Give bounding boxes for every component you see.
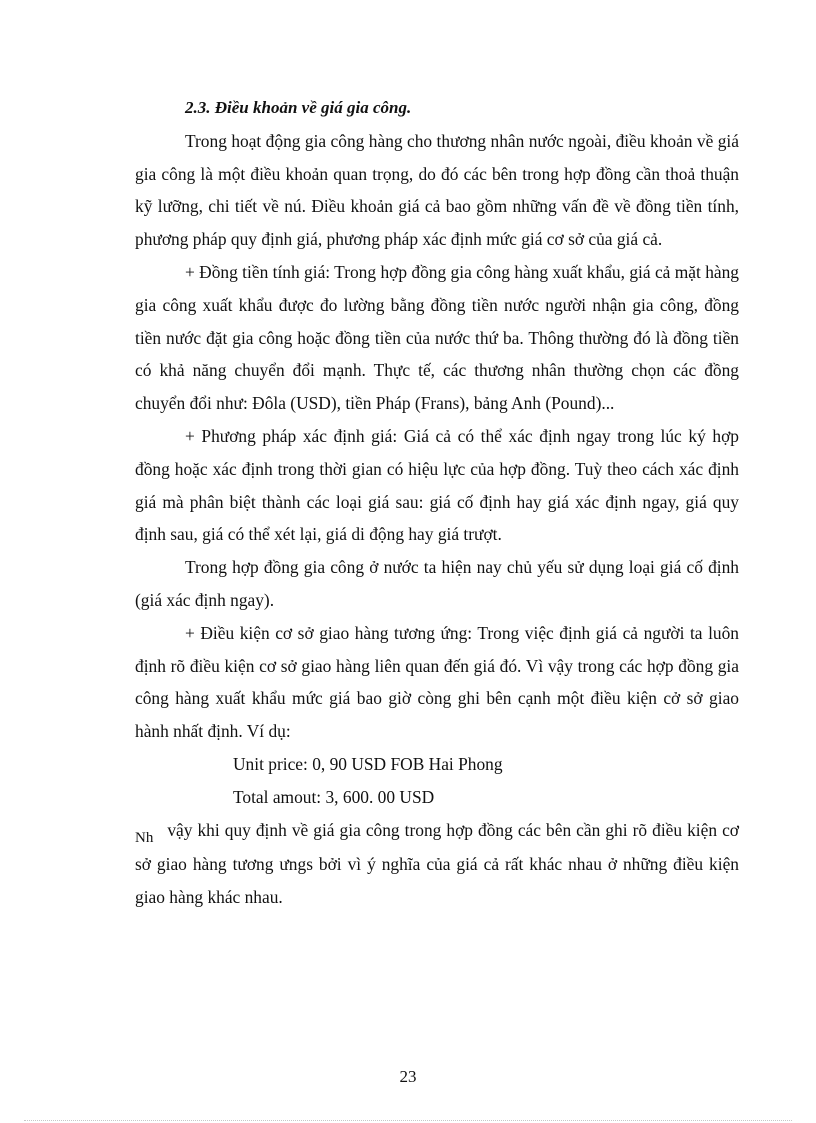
- example-unit-price: Unit price: 0, 90 USD FOB Hai Phong: [233, 753, 503, 774]
- page-number: 23: [399, 1067, 417, 1086]
- section-heading: 2.3. Điều khoản về giá gia công.: [185, 98, 412, 117]
- closing-prefix: Nh: [135, 829, 154, 846]
- paragraph-fixed-price: Trong hợp đồng gia công ở nước ta hiện nay chủ yếu sử dụng loại giá cố định (giá xác định ngay).: [135, 557, 739, 610]
- paragraph-delivery-terms: + Điều kiện cơ sở giao hàng tương ứng: Trong việc định giá cả người ta luôn định rõ điều kiện cơ sở giao hàng liên quan đến giá đó. Vì vậy trong các hợp đồng gia công hàng xuất khẩu mức giá bao giờ còng ghi bên cạnh một điều kiện cở sở giao hành nhất định. Ví dụ:: [135, 622, 739, 742]
- paragraph-intro: Trong hoạt động gia công hàng cho thương nhân nước ngoài, điều khoản về giá gia công là một điều khoản quan trọng, do đó các bên trong hợp đồng cần thoả thuận kỹ lưỡng, chi tiết về nú. Điều khoản giá cả bao gồm những vấn đề về đồng tiền tính, phương pháp quy định giá, phương pháp xác định mức giá cơ sở của giá cả.: [135, 130, 739, 250]
- paragraph-closing: [135, 814, 739, 914]
- footer-divider: [24, 1120, 792, 1121]
- paragraph-currency: + Đồng tiền tính giá: Trong hợp đồng gia công hàng xuất khẩu, giá cả mặt hàng gia công xuất khẩu được đo lường bằng đồng tiền nước người nhận gia công, đồng tiền nước đặt gia công hoặc đồng tiền của nước thứ ba. Thông thường đó là đồng tiền có khả năng chuyển đổi mạnh. Thực tế, các thương nhân thường chọn các đồng chuyển đổi như: Đôla (USD), tiền Pháp (Frans), bảng Anh (Pound)...: [135, 261, 739, 414]
- paragraph-pricing-method: + Phương pháp xác định giá: Giá cả có thể xác định ngay trong lúc ký hợp đồng hoặc xác định trong thời gian có hiệu lực của hợp đồng. Tuỳ theo cách xác định giá mà phân biệt thành các loại giá sau: giá cố định hay giá xác định ngay, giá quy định sau, giá có thể xét lại, giá di động hay giá trượt.: [135, 425, 739, 545]
- example-total-amount: Total amout: 3, 600. 00 USD: [233, 786, 435, 807]
- closing-text: vậy khi quy định về giá gia công trong hợp đồng các bên cần ghi rõ điều kiện cơ sở giao hàng tương ưngs bởi vì ý nghĩa của giá cả rất khác nhau ở những điều kiện giao hàng khác nhau.: [135, 819, 739, 908]
- page-content: [135, 92, 739, 914]
